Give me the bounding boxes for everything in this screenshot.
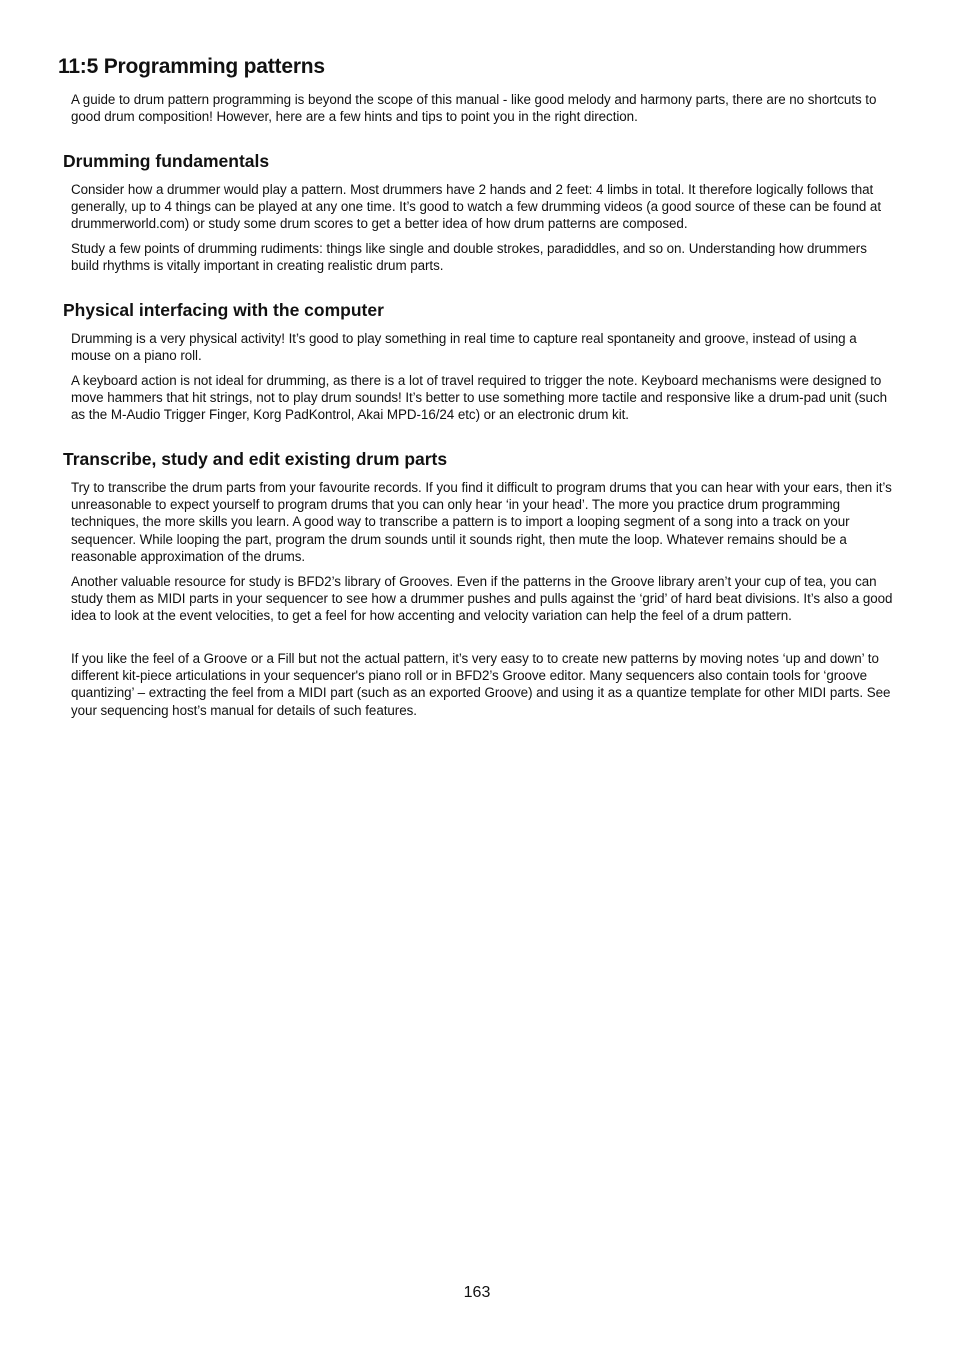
section-paragraph: A keyboard action is not ideal for drumming, as there is a lot of travel required to trigger the note. Keyboard mechanisms were designed to move hammers that hit strings, not to play drum sounds! It’s better to use something more tactile and responsive like a drum-pad unit (such as the M-Audio Trigger Finger, Korg PadKontrol, Akai MPD-16/24 etc) or an electronic drum kit. (71, 373, 887, 423)
section-paragraph: Another valuable resource for study is BFD2’s library of Grooves. Even if the patterns in the Groove library aren’t your cup of tea, you can study them as MIDI parts in your sequencer to see how a drummer pushes and pulls against the ‘grid’ of hard beat divisions. It’s also a good idea to look at the event velocities, to get a feel for how accenting and velocity variation can help the feel of a drum pattern. (71, 574, 893, 624)
section-heading-transcribe-study-edit: Transcribe, study and edit existing drum parts (63, 449, 448, 469)
section-paragraph: Consider how a drummer would play a pattern. Most drummers have 2 hands and 2 feet: 4 limbs in total. It therefore logically follows that generally, up to 4 things can be played at any one time. It’s good to watch a few drumming videos (a good source of these can be found at drummerworld.com) or study some drum scores to get a better idea of how drum patterns are composed. (71, 182, 881, 232)
intro-paragraph: A guide to drum pattern programming is beyond the scope of this manual - like good melody and harmony parts, there are no shortcuts to good drum composition! However, here are a few hints and tips to point you in the right direction. (71, 92, 877, 125)
section-paragraph: Study a few points of drumming rudiments: things like single and double strokes, paradiddles, and so on. Understanding how drummers build rhythms is vitally important in creating realistic drum parts. (71, 241, 867, 274)
section-paragraph: Drumming is a very physical activity! It’s good to play something in real time to capture real spontaneity and groove, instead of using a mouse on a piano roll. (71, 331, 857, 364)
section-heading-physical-interfacing: Physical interfacing with the computer (63, 300, 384, 320)
page-title: 11:5 Programming patterns (58, 55, 325, 78)
section-paragraph: Try to transcribe the drum parts from your favourite records. If you find it difficult to program drums that you can hear with your ears, then it’s unreasonable to expect yourself to program drums that you can only hear ‘in your head’. The more you practice drum programming techniques, the more skills you learn. A good way to transcribe a pattern is to import a looping segment of a song into a track on your sequencer. While looping the part, program the drum sounds until it sounds right, then mute the loop. Whatever remains should be a reasonable approximation of the drums. (71, 480, 892, 564)
page-number: 163 (463, 1284, 491, 1301)
section-heading-drumming-fundamentals: Drumming fundamentals (63, 151, 270, 171)
section-paragraph: If you like the feel of a Groove or a Fill but not the actual pattern, it’s very easy to to create new patterns by moving notes ‘up and down’ to different kit-piece articulations in your sequencer's piano roll or in BFD2’s Groove editor. Many sequencers also contain tools for ‘groove quantizing’ – extracting the feel from a MIDI part (such as an exported Groove) and using it as a quantize template for other MIDI parts. See your sequencing host’s manual for details of such features. (71, 651, 891, 718)
